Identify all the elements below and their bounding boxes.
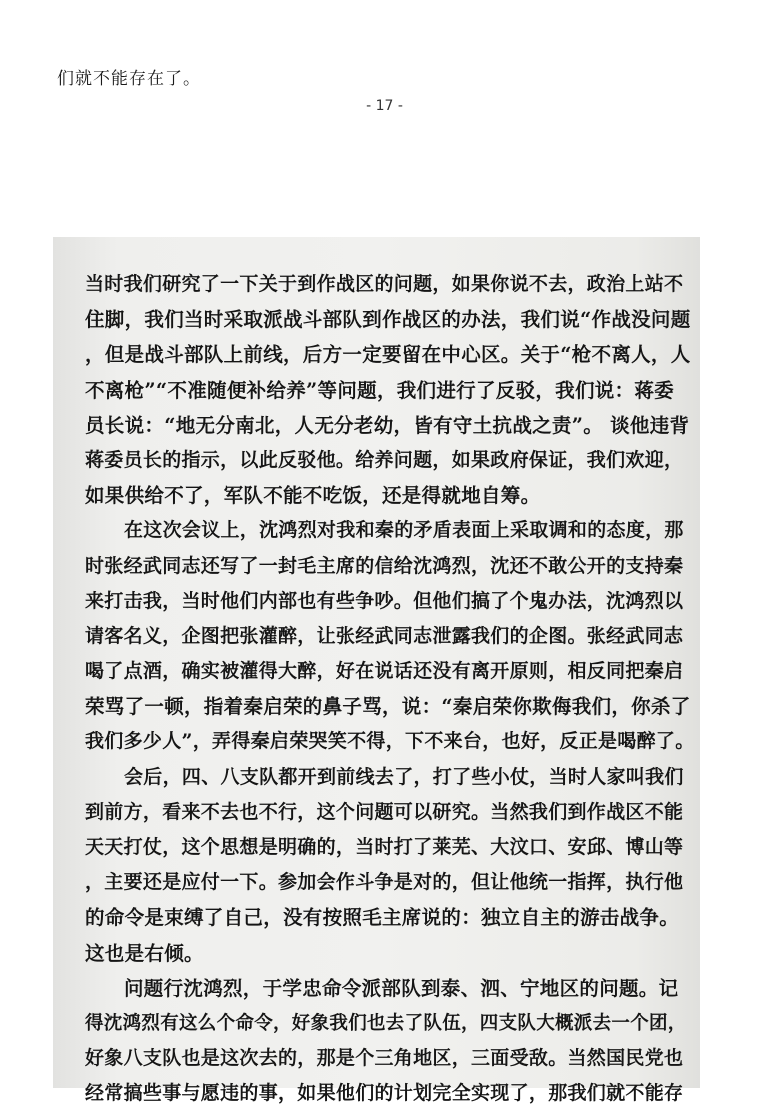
scan-text-line: 荣骂了一顿，指着秦启荣的鼻子骂，说：“秦启荣你欺侮我们，你杀了	[85, 695, 691, 719]
scanned-page-image	[53, 237, 700, 1105]
scan-text-line: 如果供给不了，军队不能不吃饭，还是得就地自筹。	[85, 484, 541, 508]
scan-text-line: 这也是右倾。	[85, 941, 204, 965]
scan-text-line: 得沈鸿烈有这么个命令，好象我们也去了队伍，四支队大概派去一个团，	[85, 1012, 687, 1034]
scan-text-line: 会后，四、八支队都开到前线去了，打了些小仗，当时人家叫我们	[124, 765, 684, 788]
continuation-line: 们就不能存在了。	[57, 69, 201, 89]
scan-text-line: ，主要还是应付一下。参加会作斗争是对的，但让他统一指挥，执行他	[85, 871, 684, 894]
scan-text-line: 在这次会议上，沈鸿烈对我和秦的矛盾表面上采取调和的态度，那	[124, 519, 684, 542]
scan-text-line: 喝了点酒，确实被灌得大醉，好在说话还没有离开原则，相反同把秦启	[85, 660, 684, 683]
scan-text-line: ，但是战斗部队上前线，后方一定要留在中心区。关于“枪不离人，人	[85, 343, 691, 367]
scan-text-line: 不离枪”“不准随便补给养”等问题，我们进行了反驳，我们说：蒋委	[85, 378, 674, 402]
scan-text-line: 员长说：“地无分南北，人无分老幼，皆有守土抗战之责”。 谈他违背	[85, 413, 690, 437]
scan-text-line: 蒋委员长的指示，以此反驳他。给养问题，如果政府保证，我们欢迎，	[85, 448, 684, 471]
scan-text-line: 天天打仗，这个思想是明确的，当时打了莱芜、大汶口、安邱、博山等	[85, 836, 684, 858]
scanned-text-body	[85, 267, 695, 1112]
scan-text-line: 的命令是束缚了自己，没有按照毛主席说的：独立自主的游击战争。	[85, 906, 680, 930]
scan-text-line: 住脚，我们当时采取派战斗部队到作战区的办法，我们说“作战没问题	[85, 308, 691, 332]
scan-text-line: 时张经武同志还写了一封毛主席的信给沈鸿烈，沈还不敢公开的支持秦	[85, 554, 684, 577]
scan-text-line: 到前方，看来不去也不行，这个问题可以研究。当然我们到作战区不能	[85, 800, 684, 823]
scan-text-line: 来打击我，当时他们内部也有些争吵。但他们搞了个鬼办法，沈鸿烈以	[85, 589, 684, 612]
scan-text-line: 当时我们研究了一下关于到作战区的问题，如果你说不去，政治上站不	[85, 273, 684, 295]
scan-text-line: 经常搞些事与愿违的事，如果他们的计划完全实现了，那我们就不能存	[85, 1082, 684, 1105]
scan-text-line: 我们多少人”，弄得秦启荣哭笑不得，下不来台，也好，反正是喝醉了。	[85, 730, 695, 753]
scan-text-line: 问题行沈鸿烈，于学忠命令派部队到泰、泗、宁地区的问题。记	[124, 976, 679, 1000]
page-number: - 17 -	[366, 98, 403, 114]
scan-text-line: 请客名义，企图把张灌醉，让张经武同志泄露我们的企图。张经武同志	[85, 624, 684, 647]
scan-text-line: 好象八支队也是这次去的，那是个三角地区，三面受敌。当然国民党也	[85, 1047, 684, 1070]
